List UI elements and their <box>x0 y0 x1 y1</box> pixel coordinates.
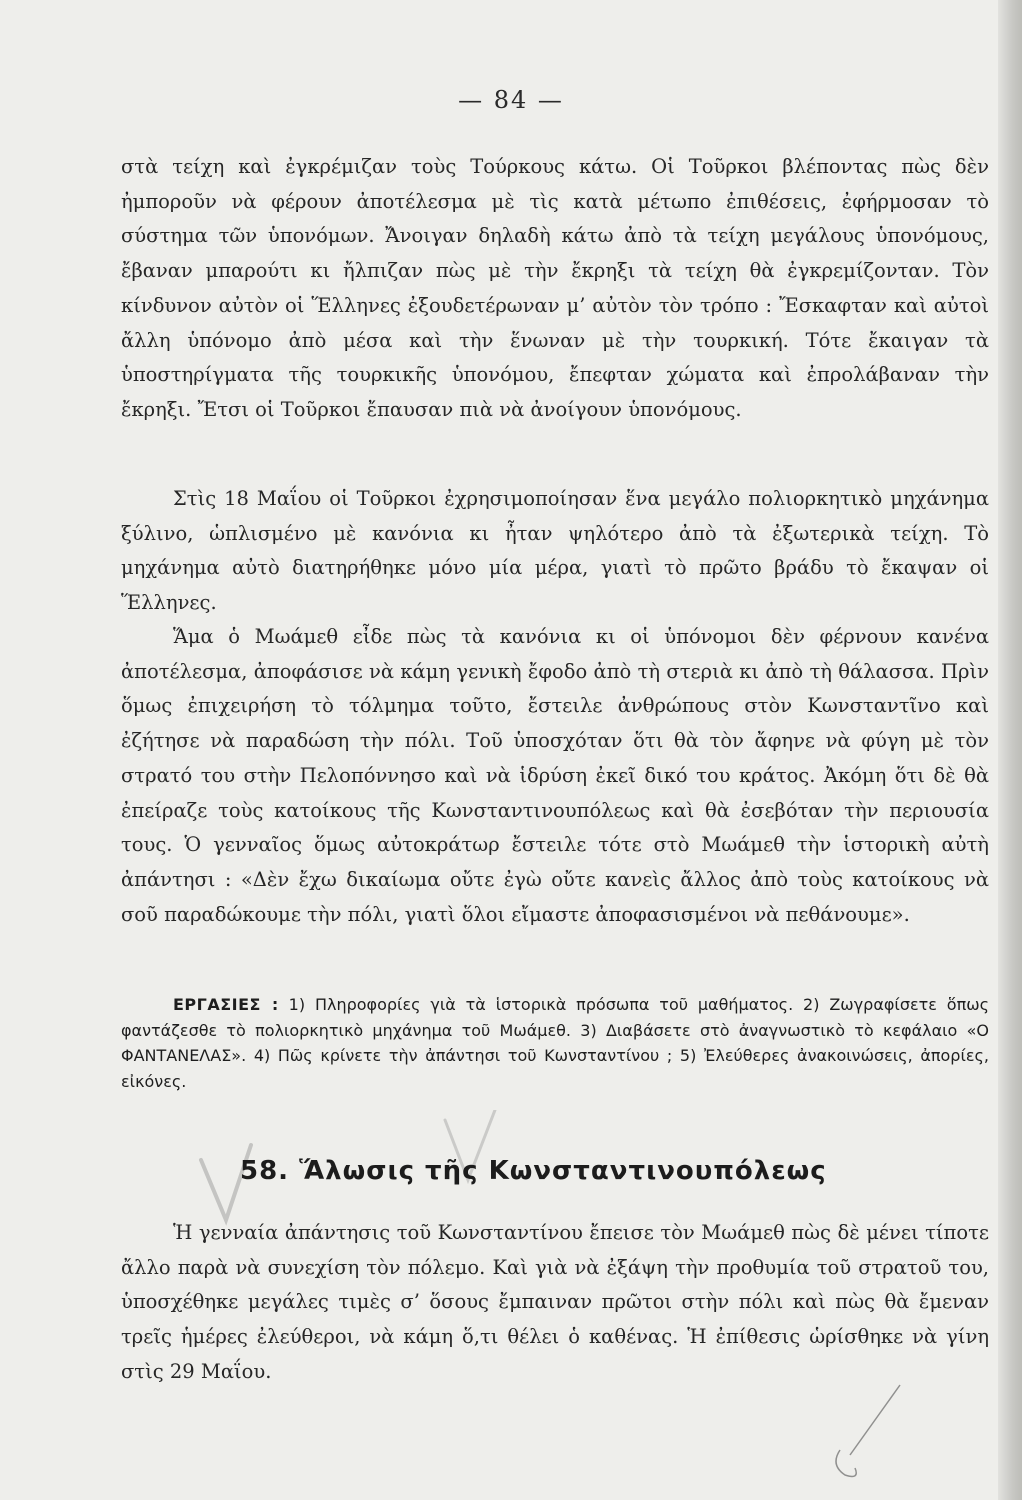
paragraph-text: Στὶς 18 Μαΐου οἱ Τοῦρκοι ἐχρησιμοποίησαν ἕνα μεγάλο πολιορκητικὸ μηχάνημα ξύλινο, ὡπλισμένο μὲ κανόνια κι ἦταν ψηλότερο ἀπὸ τὰ ἐξωτερικὰ τείχη. Τὸ μηχάνημα αὐτὸ διατηρήθηκε μόνο μία μέρα, γιατὶ τὸ πρῶτο βράδυ τὸ ἔκαψαν οἱ Ἕλληνες. <box>121 487 989 615</box>
exercises-label: ΕΡΓΑΣΙΕΣ : <box>173 995 279 1014</box>
paragraph-text: στὰ τείχη καὶ ἐγκρέμιζαν τοὺς Τούρκους κάτω. Οἱ Τοῦρκοι βλέποντας πὼς δὲν ἠμποροῦν νὰ φέρουν ἀποτέλεσμα μὲ τὶς κατὰ μέτωπο ἐπιθέσεις, ἐφήρμοσαν τὸ σύστημα τῶν ὑπονόμων. Ἄνοιγαν δηλαδὴ κάτω ἀπὸ τὰ τείχη μεγάλους ὑπονόμους, ἔβαναν μπαρούτι κι ἤλπιζαν πὼς μὲ τὴν ἔκρηξι τὰ τείχη θὰ ἐγκρεμίζονταν. Τὸν κίνδυνον αὐτὸν οἱ Ἕλληνες ἐξουδετέρωναν μ’ αὐτὸν τὸν τρόπο : Ἔσκαφταν καὶ αὐτοὶ ἄλλη ὑπόνομο ἀπὸ μέσα καὶ τὴν ἕνωναν μὲ τὴν τουρκική. Τότε ἔκαιγαν τὰ ὑποστηρίγματα τῆς τουρκικῆς ὑπονόμου, ἔπεφταν χώματα καὶ ἐπρολάβαναν τὴν ἔκρηξι. Ἔτσι οἱ Τοῦρκοι ἔπαυσαν πιὰ νὰ ἀνοίγουν ὑπονόμους. <box>121 155 989 421</box>
pencil-scribble-icon <box>810 1380 910 1490</box>
paragraph-2 <box>121 482 989 621</box>
paragraph-3 <box>121 620 989 932</box>
page-edge-shadow <box>998 0 1022 1500</box>
section-heading: 58. Ἅλωσις τῆς Κωνσταντινουπόλεως <box>240 1156 827 1186</box>
paragraph-4 <box>121 1216 989 1390</box>
paragraph-text: Ἅμα ὁ Μωάμεθ εἶδε πὼς τὰ κανόνια κι οἱ ὑπόνομοι δὲν φέρνουν κανένα ἀποτέλεσμα, ἀποφάσισε νὰ κάμη γενικὴ ἔφοδο ἀπὸ τὴ στεριὰ κι ἀπὸ τὴ θάλασσα. Πρὶν ὅμως ἐπιχειρήση τὸ τόλμημα τοῦτο, ἔστειλε ἀνθρώπους στὸν Κωνσταντῖνο καὶ ἐζήτησε νὰ παραδώση τὴν πόλι. Τοῦ ὑποσχόταν ὅτι θὰ τὸν ἄφηνε νὰ φύγη μὲ τὸν στρατό του στὴν Πελοπόννησο καὶ νὰ ἱδρύση ἐκεῖ δικό του κράτος. Ἀκόμη ὅτι δὲ θὰ ἐπείραζε τοὺς κατοίκους τῆς Κωνσταντινουπόλεως καὶ θὰ ἐσεβόταν τὴν περιουσία τους. Ὁ γενναῖος ὅμως αὐτοκράτωρ ἔστειλε τότε στὸ Μωάμεθ τὴν ἱστορικὴ αὐτὴ ἀπάντησι : «Δὲν ἔχω δικαίωμα οὔτε ἐγὼ οὔτε κανεὶς ἄλλος ἀπὸ τοὺς κατοίκους νὰ σοῦ παραδώκουμε τὴν πόλι, γιατὶ ὅλοι εἴμαστε ἀποφασισμένοι νὰ πεθάνουμε». <box>121 625 989 926</box>
paragraph-text: Ἡ γενναία ἀπάντησις τοῦ Κωνσταντίνου ἔπεισε τὸν Μωάμεθ πὼς δὲ μένει τίποτε ἄλλο παρὰ νὰ συνεχίση τὸν πόλεμο. Καὶ γιὰ νὰ ἐξάψη τὴν προθυμία τοῦ στρατοῦ του, ὑποσχέθηκε μεγάλες τιμὲς σ’ ὅσους ἔμπαιναν πρῶτοι στὴν πόλι καὶ πὼς θὰ ἔμεναν τρεῖς ἡμέρες ἐλεύθεροι, νὰ κάμη ὅ,τι θέλει ὁ καθένας. Ἡ ἐπίθεσις ὡρίσθηκε νὰ γίνη στὶς 29 Μαΐου. <box>121 1221 989 1383</box>
paragraph-1 <box>121 150 989 428</box>
page-number: — 84 — <box>458 86 564 114</box>
exercises-block <box>121 992 989 1094</box>
exercises-text: 1) Πληροφορίες γιὰ τὰ ἱστορικὰ πρόσωπα τοῦ μαθήματος. 2) Ζωγραφίσετε ὅπως φαντάζεσθε τὸ πολιορκητικὸ μηχάνημα τοῦ Μωάμεθ. 3) Διαβάσετε στὸ ἀναγνωστικὸ τὸ κεφάλαιο «Ο ΦΑΝΤΑΝΕΛΑΣ». 4) Πῶς κρίνετε τὴν ἀπάντησι τοῦ Κωνσταντίνου ; 5) Ἐλεύθερες ἀνακοινώσεις, ἀπορίες, εἰκόνες. <box>121 995 989 1091</box>
